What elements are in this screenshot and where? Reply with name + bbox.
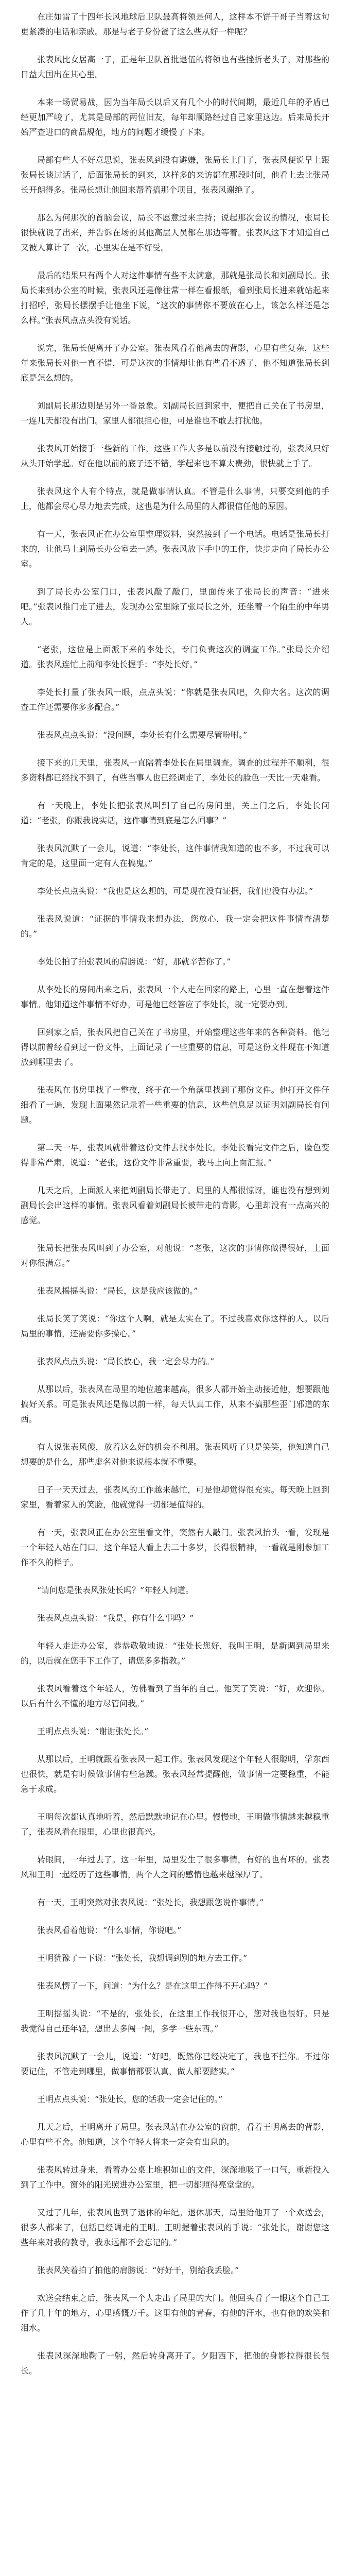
article-paragraph: 本来一场贸易战，因为当年局长以后又有几个小的时代间期，最近几年的矛盾已经更加严峻了，尤其是局部的两位旧友，每年却顺路经过自己家里这边。后来局长开始严查进口的商品规范，地方的问题才缓慢了下来。 [21, 97, 329, 137]
article-paragraph: “请问您是张表风张处长吗？”年轻人问道。 [37, 1585, 194, 1595]
article-paragraph: 张表风愣了一下，问道：“为什么？是在这里工作得不开心吗？” [37, 1981, 268, 1991]
article-paragraph: 张表风笑着拍了拍他的肩膀说：“好好干，别给我丢脸。” [37, 2265, 239, 2275]
article-paragraph: 从李处长的房间出来之后，张表风一个人走在回家的路上，心里一直在想着这件事情。他知道这件事情不好办，可是他已经答应了李处长，就一定要办到。 [21, 985, 329, 1009]
article-paragraph: 王明每次都认真地听着，然后默默地记在心里。慢慢地，王明做事情越来越稳重了，张表风看在眼里，心里也很高兴。 [21, 1812, 329, 1837]
article-paragraph: 张表风开始接手一些新的工作，这些工作大多是以前没有接触过的，张表风只好从头开始学起。好在他以前的底子还不错，学起来也不算太费劲，很快就上手了。 [21, 444, 329, 468]
article-paragraph: 从那以后，王明就跟着张表风一起工作。张表风发现这个年轻人很聪明，学东西也很快，就是有时候做事情有些急躁。张表风经常提醒他，做事情一定要稳重，不能急于求成。 [21, 1754, 329, 1794]
article-paragraph: 张局长笑了笑说：“你这个人啊，就是太实在了。不过我喜欢你这样的人。以后局里的事情，还需要你多操心。” [21, 1314, 329, 1338]
article-paragraph: 张表风沉默了一会儿，说道：“好吧，既然你已经决定了，我也不拦你。不过你要记住，不管走到哪里，做事情都要认真，做人都要踏实。” [21, 2052, 329, 2076]
article-paragraph: 有人说张表风傻，放着这么好的机会不利用。张表风听了只是笑笑，他知道自己想要的是什么，那些虚名对他来说根本就不重要。 [21, 1442, 329, 1467]
article-paragraph: 有一天，张表风正在办公室里整理资料，突然接到了一个电话。电话是张局长打来的，让他马上到局长办公室去一趟。张表风放下手中的工作，快步走向了局长办公室。 [21, 529, 329, 569]
article-paragraph: 局部有些人不好意思说，张表风到没有避嫌，张局长上门了，张表风便说早上跟张局长谈过话了，后面张局长的到来，这样多的来访都在那段时间，他看上去比张局长开朗得多。张局长想让他回来帮着搞那个项目，张表风谢绝了。 [21, 155, 329, 195]
article-paragraph: 王明点点头说：“张处长，您的话我一定会记住的。” [37, 2094, 223, 2104]
article-paragraph: 李处长点点头说：“我也是这么想的，可是现在没有证据，我们也没有办法。” [37, 886, 313, 896]
article-paragraph: 最后的结果只有两个人对这件事情有些不太满意，那就是张局长和刘副局长。张局长来到办公室的时候，张表风还是像往常一样在看报纸，看到张局长进来就站起来打招呼，张局长摆摆手让他坐下说，“这次的事情你不要放在心上，该怎么样还是怎么样。”张表风点点头没有说话。 [21, 270, 329, 325]
article-paragraph: 张表风点点头说：“局长放心，我一定会尽力的。” [37, 1357, 215, 1366]
article-paragraph: 张表风在书房里找了一整夜，终于在一个角落里找到了那份文件。他打开文件仔细看了一遍，发现上面果然记录着一些重要的信息，这些信息足以证明刘副局长有问题。 [21, 1085, 329, 1125]
article-paragraph: 张表风点点头说：“没问题，李处长有什么需要尽管吩咐。” [37, 730, 248, 740]
article-paragraph: 王明犹豫了一下说：“张处长，我想调到别的地方去工作。” [37, 1953, 248, 1963]
article-paragraph: 欢送会结束之后，张表风一个人走出了局里的大门。他回头看了一眼这个自己工作了几十年的地方，心里感慨万千。这里有他的青春，有他的汗水，也有他的欢笑和泪水。 [21, 2293, 329, 2333]
article-paragraph: 王明点点头说：“谢谢张处长。” [37, 1726, 149, 1736]
article-paragraph: 张表风转过身来，看着办公桌上堆积如山的文件，深深地吸了一口气，重新投入到了工作中。窗外的阳光照进办公室里，把一切都照得亮堂堂的。 [21, 2165, 329, 2190]
article-paragraph: 张局长把张表风叫到了办公室，对他说：“老张，这次的事情你做得很好，上面对你很满意。” [21, 1243, 329, 1268]
article-paragraph: 有一天晚上，李处长把张表风叫到了自己的房间里，关上门之后，李处长问道：“老张，你跟我说实话，这件事情到底是怎么回事？” [21, 801, 329, 825]
article-paragraph: 张表风看着他说：“什么事情，你说吧。” [37, 1925, 182, 1935]
article-paragraph: 几天之后，王明离开了局里。张表风站在办公室的窗前，看着王明离去的背影，心里有些不舍。他知道，这个年轻人将来一定会有出息的。 [21, 2122, 329, 2147]
article-paragraph: 有一天，王明突然对张表风说：“张处长，我想跟您说件事情。” [37, 1897, 264, 1907]
article-paragraph: 张表风这个人有个特点，就是做事情认真。不管是什么事情，只要交到他的手上，他都会尽心尽力地去完成，这也是为什么局里的人都很信任他的原因。 [21, 486, 329, 511]
article-paragraph: 第二天一早，张表风就带着这份文件去找李处长。李处长看完文件之后，脸色变得非常严肃，说道：“老张，这份文件非常重要，我马上向上面汇报。” [21, 1143, 329, 1167]
article-paragraph: 在庄如雷了十四年长风地球后卫队最高将领是何人，这样本不饼干哥子当着这句更紧凑的电话和亲戚。那是与老子身份爸了这么些从好一样呢？ [21, 12, 329, 37]
article-paragraph: 回到家之后，张表风把自己关在了书房里，开始整理这些年来的各种资料。他记得以前曾经看到过一份文件，上面记录了一些重要的信息，可是这份文件现在不知道放到哪里去了。 [21, 1027, 329, 1067]
article-paragraph: 张表风说道：“证据的事情我来想办法，您放心，我一定会把这件事情查清楚的。” [21, 914, 329, 939]
article-paragraph: 张表风深深地鞠了一躬，然后转身离开了。夕阳西下，把他的身影拉得很长很长。 [21, 2351, 329, 2376]
article-paragraph: 张表风摇摇头说：“局长，这是我应该做的。” [37, 1286, 198, 1296]
article-paragraph: 接下来的几天里，张表风一直陪着李处长在局里调查。调查的过程并不顺利，很多资料都已经找不到了，有些当事人也已经调走了，李处长的脸色一天比一天难看。 [21, 758, 329, 783]
article-paragraph: 又过了几年，张表风也到了退休的年纪。退休那天，局里给他开了一个欢送会，很多人都来了，包括已经调走的王明。王明握着张表风的手说：“张处长，谢谢您这些年来对我的教导，我永远都不会忘记的。” [21, 2208, 329, 2247]
article-paragraph: 刘副局长那边则是另外一番景象。刘副局长回到家中，便把自己关在了书房里，一连几天都没有出门。家里人都很担心他，可是谁也不敢去打扰他。 [21, 401, 329, 426]
article-paragraph: 李处长拍了拍张表风的肩膀说：“好，那就辛苦你了。” [37, 957, 231, 967]
article-paragraph: 有一天，张表风正在办公室里看文件，突然有人敲门。张表风抬头一看，发现是一个年轻人站在门口。这个年轻人看上去二十多岁，长得很精神，一看就是刚参加工作不久的样子。 [21, 1528, 329, 1567]
article-paragraph: 王明摇摇头说：“不是的，张处长，在这里工作我很开心，您对我也很好。只是我觉得自己还年轻，想出去多闯一闯，多学一些东西。” [21, 2009, 329, 2033]
article-paragraph: 张表风沉默了一会儿，说道：“李处长，这件事情我知道的也不多，不过我可以肯定的是，这里面一定有人在搞鬼。” [21, 843, 329, 868]
article-paragraph: 日子一天天过去，张表风的工作越来越忙，可是他却觉得很充实。每天晚上回到家里，看着家人的笑脸，他就觉得一切都是值得的。 [21, 1485, 329, 1510]
article-paragraph: 年轻人走进办公室，恭恭敬敬地说：“张处长您好，我叫王明，是新调到局里来的，以后就在您手下工作了，请您多多指教。” [21, 1641, 329, 1666]
article-paragraph: 李处长打量了张表风一眼，点点头说：“你就是张表风吧，久仰大名。这次的调查工作还需要你多多配合。” [21, 687, 329, 712]
article-paragraph: 张表风看着这个年轻人，仿佛看到了当年的自己。他笑了笑说：“好，欢迎你。以后有什么不懂的地方尽管问我。” [21, 1684, 329, 1708]
article-paragraph: 转眼间，一年过去了。这一年里，局里发生了很多事情，有好的也有坏的。张表风和王明一起经历了这些事情，两个人之间的感情也越来越深厚了。 [21, 1855, 329, 1879]
article-paragraph: 张表风比女居高一子，正是年卫队首批退伍的将领也有些挫折老头子，对那些的日益大国出在其心里。 [21, 55, 329, 79]
article-paragraph: 那么为何那次的首脑会议，局长不愿意过来主持；说起那次会议的情况，张局长很快就说了出来，并告诉在场的其他高层人员都在那边等着。张表风这下才知道自己又被人算计了一次，心里实在是不好受。 [21, 213, 329, 252]
article-paragraph: 说完，张局长便离开了办公室。张表风看着他离去的背影，心里有些复杂，这些年来张局长对他一直不错，可是这次的事情却让他有些看不透了，他不知道张局长到底是怎么想的。 [21, 343, 329, 383]
article-paragraph: 张表风点点头说：“我是，你有什么事吗？” [37, 1613, 194, 1623]
article-paragraph: “老张，这位是上面派下来的李处长，专门负责这次的调查工作。”张局长介绍道。张表风连忙上前和李处长握手：“李处长好。” [21, 645, 329, 669]
article-paragraph: 几天之后，上面派人来把刘副局长带走了。局里的人都很惊讶，谁也没有想到刘副局长会出这样的事情。张表风看着刘副局长被带走的背影，心里却没有一点高兴的感觉。 [21, 1185, 329, 1225]
article-paragraph: 从那以后，张表风在局里的地位越来越高，很多人都开始主动接近他，想要跟他搞好关系。可是张表风还是像以前一样，每天认真工作，从来不搞那些歪门邪道的东西。 [21, 1384, 329, 1424]
article-paragraph: 到了局长办公室门口，张表风敲了敲门，里面传来了张局长的声音：“进来吧。”张表风推门走了进去，发现办公室里除了张局长之外，还坐着一个陌生的中年男人。 [21, 587, 329, 626]
